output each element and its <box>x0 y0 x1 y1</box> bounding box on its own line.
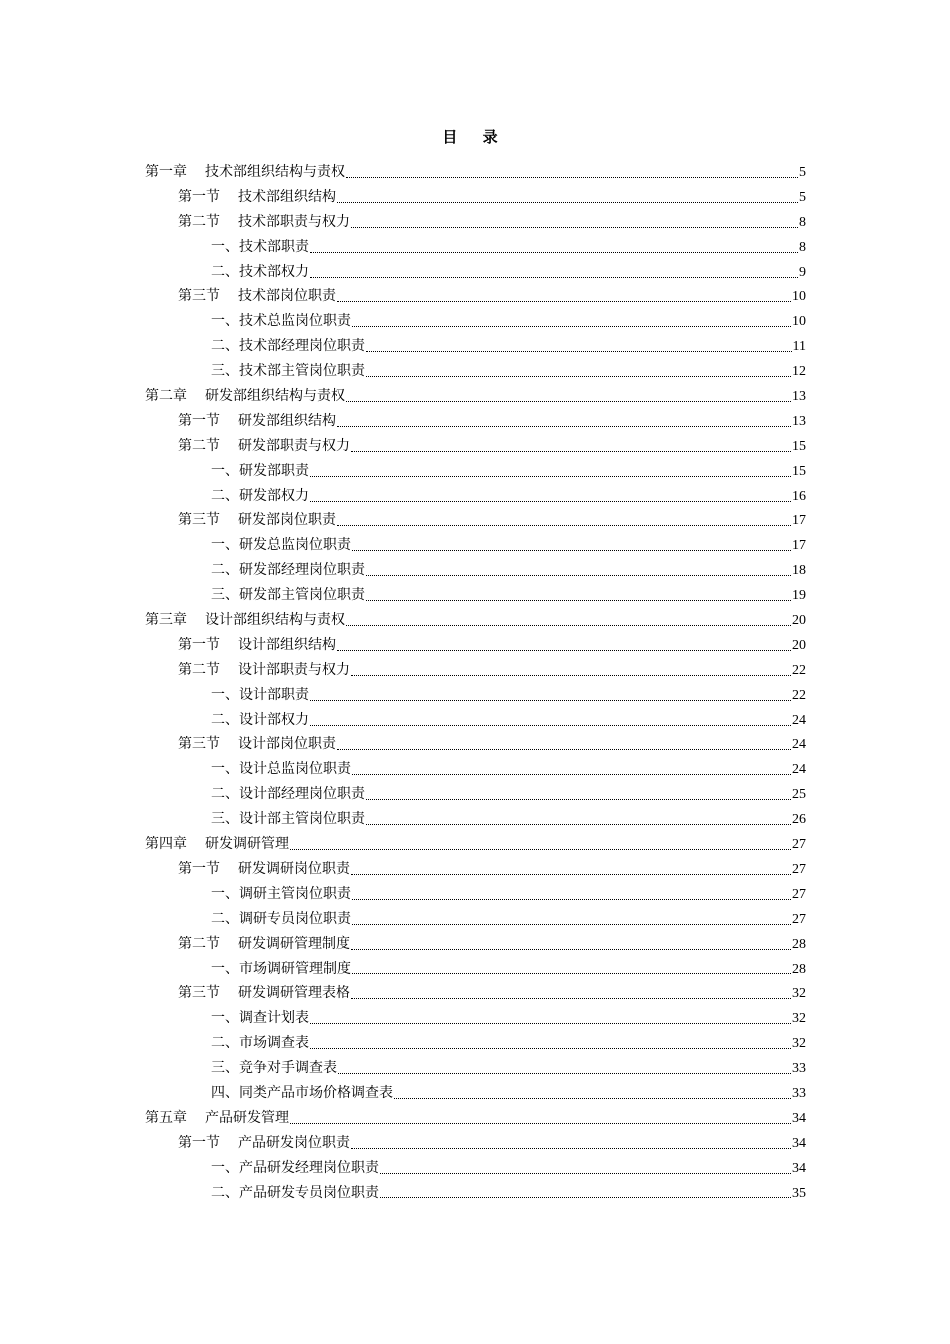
toc-entry-number: 第一节 <box>178 412 220 429</box>
toc-entry-title: 技术部岗位职责 <box>238 288 336 305</box>
toc-entry[interactable] <box>145 160 806 185</box>
toc-entry-title: 一、技术部职责 <box>211 238 309 255</box>
toc-entry-number: 第三章 <box>145 612 187 629</box>
toc-entry[interactable] <box>145 957 806 982</box>
toc-leader-dots <box>366 812 791 825</box>
toc-entry-title: 研发部岗位职责 <box>238 512 336 529</box>
toc-entry-page-number: 32 <box>792 1011 806 1027</box>
toc-leader-dots <box>380 1185 791 1198</box>
toc-entry-title: 二、设计部权力 <box>211 711 309 728</box>
toc-leader-dots <box>337 289 791 302</box>
toc-leader-dots <box>310 1036 791 1049</box>
toc-leader-dots <box>346 165 798 178</box>
toc-leader-dots <box>310 489 791 502</box>
toc-entry-number: 第五章 <box>145 1109 187 1126</box>
toc-entry-page-number: 25 <box>792 787 806 803</box>
toc-entry[interactable] <box>145 334 806 359</box>
toc-entry-page-number: 18 <box>792 563 806 579</box>
toc-leader-dots <box>352 538 791 551</box>
toc-entry[interactable] <box>145 932 806 957</box>
toc-entry-title: 研发部组织结构 <box>238 412 336 429</box>
toc-entry-title: 二、产品研发专员岗位职责 <box>211 1184 379 1201</box>
toc-leader-dots <box>337 190 798 203</box>
toc-entry-page-number: 24 <box>792 737 806 753</box>
toc-leader-dots <box>380 1161 791 1174</box>
toc-entry-title: 研发调研岗位职责 <box>238 860 350 877</box>
toc-entry-number: 第一节 <box>178 1134 220 1151</box>
toc-leader-dots <box>352 314 791 327</box>
toc-entry-title: 二、技术部权力 <box>211 263 309 280</box>
toc-entry-page-number: 20 <box>792 613 806 629</box>
toc-entry-title: 四、同类产品市场价格调查表 <box>211 1084 393 1101</box>
toc-entry-number: 第三节 <box>178 512 220 529</box>
toc-entry-page-number: 27 <box>792 911 806 927</box>
toc-leader-dots <box>310 713 791 726</box>
toc-entry-title: 一、产品研发经理岗位职责 <box>211 1159 379 1176</box>
toc-entry-title: 一、研发部职责 <box>211 462 309 479</box>
toc-entry-title: 二、设计部经理岗位职责 <box>211 786 365 803</box>
toc-entry-page-number: 27 <box>792 886 806 902</box>
toc-entry[interactable] <box>145 683 806 708</box>
toc-entry-number: 第二节 <box>178 213 220 230</box>
toc-entry-page-number: 13 <box>792 413 806 429</box>
toc-entry-page-number: 13 <box>792 389 806 405</box>
toc-entry-page-number: 34 <box>792 1135 806 1151</box>
toc-leader-dots <box>351 862 791 875</box>
toc-leader-dots <box>310 240 798 253</box>
toc-leader-dots <box>351 937 791 950</box>
toc-leader-dots <box>310 265 798 278</box>
toc-leader-dots <box>310 1011 791 1024</box>
toc-leader-dots <box>346 613 791 626</box>
toc-entry[interactable] <box>145 807 806 832</box>
toc-entry[interactable] <box>145 857 806 882</box>
toc-entry[interactable] <box>145 608 806 633</box>
toc-entry[interactable] <box>145 633 806 658</box>
toc-entry-page-number: 10 <box>792 289 806 305</box>
toc-entry[interactable] <box>145 981 806 1006</box>
toc-entry-title: 二、技术部经理岗位职责 <box>211 338 365 355</box>
toc-entry-title: 产品研发岗位职责 <box>238 1134 350 1151</box>
toc-leader-dots <box>290 1111 791 1124</box>
toc-entry-number: 第三节 <box>178 736 220 753</box>
toc-entry-title: 一、设计部职责 <box>211 686 309 703</box>
toc-entry-title: 一、研发总监岗位职责 <box>211 537 351 554</box>
toc-entry[interactable] <box>145 384 806 409</box>
toc-entry-number: 第二节 <box>178 661 220 678</box>
toc-entry[interactable] <box>145 907 806 932</box>
toc-leader-dots <box>352 912 791 925</box>
toc-entry-title: 研发部职责与权力 <box>238 437 350 454</box>
toc-entry-page-number: 26 <box>792 812 806 828</box>
toc-entry-page-number: 12 <box>792 364 806 380</box>
toc-entry-page-number: 33 <box>792 1061 806 1077</box>
toc-entry-title: 三、研发部主管岗位职责 <box>211 587 365 604</box>
toc-entry[interactable] <box>145 583 806 608</box>
toc-entry-title: 技术部组织结构与责权 <box>205 164 345 180</box>
toc-entry-title: 三、竞争对手调查表 <box>211 1060 337 1077</box>
toc-entry-page-number: 8 <box>799 214 806 230</box>
toc-leader-dots <box>310 688 791 701</box>
toc-entry-title: 一、市场调研管理制度 <box>211 960 351 977</box>
toc-entry[interactable] <box>145 1031 806 1056</box>
toc-entry-page-number: 5 <box>799 165 806 180</box>
toc-entry[interactable] <box>145 708 806 733</box>
toc-entry[interactable] <box>145 1081 806 1106</box>
toc-entry-number: 第二节 <box>178 935 220 952</box>
toc-entry[interactable] <box>145 558 806 583</box>
toc-leader-dots <box>366 563 791 576</box>
toc-entry-page-number: 15 <box>792 438 806 454</box>
toc-leader-dots <box>346 389 791 402</box>
toc-entry-page-number: 32 <box>792 986 806 1002</box>
toc-leader-dots <box>352 887 791 900</box>
toc-leader-dots <box>366 364 791 377</box>
toc-entry-page-number: 9 <box>799 264 806 280</box>
toc-entry-title: 技术部组织结构 <box>238 188 336 205</box>
toc-entry-title: 三、设计部主管岗位职责 <box>211 811 365 828</box>
toc-entry-title: 研发部组织结构与责权 <box>205 388 345 405</box>
toc-entry-page-number: 28 <box>792 936 806 952</box>
toc-leader-dots <box>351 663 791 676</box>
toc-leader-dots <box>338 1061 791 1074</box>
toc-entry-title: 设计部岗位职责 <box>238 736 336 753</box>
toc-entry[interactable] <box>145 732 806 757</box>
toc-entry[interactable] <box>145 185 806 210</box>
toc-entry[interactable] <box>145 1056 806 1081</box>
toc-entry-page-number: 20 <box>792 637 806 653</box>
toc-entry[interactable] <box>145 882 806 907</box>
toc-entry-title: 设计部职责与权力 <box>238 661 350 678</box>
toc-leader-dots <box>352 762 791 775</box>
toc-entry[interactable] <box>145 260 806 285</box>
toc-entry-title: 二、研发部权力 <box>211 487 309 504</box>
toc-entry[interactable] <box>145 359 806 384</box>
toc-entry-number: 第三节 <box>178 985 220 1002</box>
toc-entry[interactable] <box>145 1131 806 1156</box>
toc-entry-page-number: 5 <box>799 189 806 205</box>
toc-leader-dots <box>337 513 791 526</box>
toc-leader-dots <box>351 215 798 228</box>
toc-leader-dots <box>290 837 791 850</box>
toc-leader-dots <box>352 961 791 974</box>
toc-entry-title: 技术部职责与权力 <box>238 213 350 230</box>
toc-title: 目 录 <box>442 128 508 146</box>
toc-entry[interactable] <box>145 409 806 434</box>
toc-entry-page-number: 34 <box>792 1160 806 1176</box>
toc-entry-title: 产品研发管理 <box>205 1109 289 1126</box>
toc-leader-dots <box>394 1086 791 1099</box>
toc-entry-title: 研发调研管理 <box>205 836 289 853</box>
toc-entry-title: 二、市场调查表 <box>211 1035 309 1052</box>
toc-entry-title: 一、调研主管岗位职责 <box>211 885 351 902</box>
toc-entry[interactable] <box>145 782 806 807</box>
toc-entry[interactable] <box>145 1006 806 1031</box>
toc-entry[interactable] <box>145 832 806 857</box>
toc-entry-number: 第二章 <box>145 388 187 405</box>
toc-entry[interactable] <box>145 459 806 484</box>
toc-entry[interactable] <box>145 1106 806 1131</box>
toc-entry-title: 一、设计总监岗位职责 <box>211 761 351 778</box>
toc-entry-number: 第三节 <box>178 288 220 305</box>
toc-leader-dots <box>351 986 791 999</box>
toc-entry-title: 三、技术部主管岗位职责 <box>211 363 365 380</box>
toc-entry[interactable] <box>145 309 806 334</box>
toc-entry[interactable] <box>145 533 806 558</box>
toc-entry-page-number: 16 <box>792 488 806 504</box>
toc-entry-page-number: 27 <box>792 861 806 877</box>
toc-entry-title: 一、调查计划表 <box>211 1010 309 1027</box>
toc-entry-page-number: 15 <box>792 463 806 479</box>
toc-entry-page-number: 24 <box>792 762 806 778</box>
toc-entry-title: 研发调研管理表格 <box>238 985 350 1002</box>
toc-entry[interactable] <box>145 434 806 459</box>
table-of-contents <box>145 160 806 1205</box>
toc-entry-number: 第四章 <box>145 836 187 853</box>
toc-entry-title: 设计部组织结构 <box>238 636 336 653</box>
toc-entry-number: 第一章 <box>145 164 187 180</box>
toc-entry-title: 设计部组织结构与责权 <box>205 612 345 629</box>
toc-entry-number: 第一节 <box>178 188 220 205</box>
toc-entry-page-number: 19 <box>792 588 806 604</box>
toc-leader-dots <box>351 439 791 452</box>
toc-entry[interactable] <box>145 484 806 509</box>
toc-entry-page-number: 33 <box>792 1085 806 1101</box>
toc-leader-dots <box>366 339 792 352</box>
toc-entry-title: 研发调研管理制度 <box>238 935 350 952</box>
toc-leader-dots <box>310 464 791 477</box>
toc-entry-page-number: 11 <box>792 339 806 355</box>
toc-entry[interactable] <box>145 210 806 235</box>
toc-entry-page-number: 32 <box>792 1036 806 1052</box>
toc-entry-page-number: 17 <box>792 513 806 529</box>
toc-entry[interactable] <box>145 757 806 782</box>
toc-leader-dots <box>351 1136 791 1149</box>
toc-entry[interactable] <box>145 235 806 260</box>
toc-entry-page-number: 22 <box>792 662 806 678</box>
toc-entry-number: 第一节 <box>178 860 220 877</box>
toc-entry-page-number: 10 <box>792 314 806 330</box>
toc-entry-page-number: 34 <box>792 1110 806 1126</box>
toc-entry-page-number: 24 <box>792 712 806 728</box>
toc-entry-page-number: 35 <box>792 1185 806 1201</box>
toc-leader-dots <box>337 737 791 750</box>
toc-entry[interactable] <box>145 658 806 683</box>
toc-entry-title: 一、技术总监岗位职责 <box>211 313 351 330</box>
toc-entry-page-number: 8 <box>799 239 806 255</box>
toc-entry-page-number: 28 <box>792 961 806 977</box>
toc-entry[interactable] <box>145 508 806 533</box>
toc-entry-number: 第二节 <box>178 437 220 454</box>
toc-entry[interactable] <box>145 1156 806 1181</box>
toc-entry-title: 二、研发部经理岗位职责 <box>211 562 365 579</box>
toc-entry[interactable] <box>145 284 806 309</box>
toc-entry-title: 二、调研专员岗位职责 <box>211 910 351 927</box>
toc-leader-dots <box>337 638 791 651</box>
toc-leader-dots <box>366 787 791 800</box>
toc-entry-page-number: 17 <box>792 538 806 554</box>
toc-entry-page-number: 22 <box>792 687 806 703</box>
toc-entry[interactable] <box>145 1181 806 1206</box>
toc-leader-dots <box>366 588 791 601</box>
toc-leader-dots <box>337 414 791 427</box>
toc-entry-number: 第一节 <box>178 636 220 653</box>
toc-entry-page-number: 27 <box>792 837 806 853</box>
